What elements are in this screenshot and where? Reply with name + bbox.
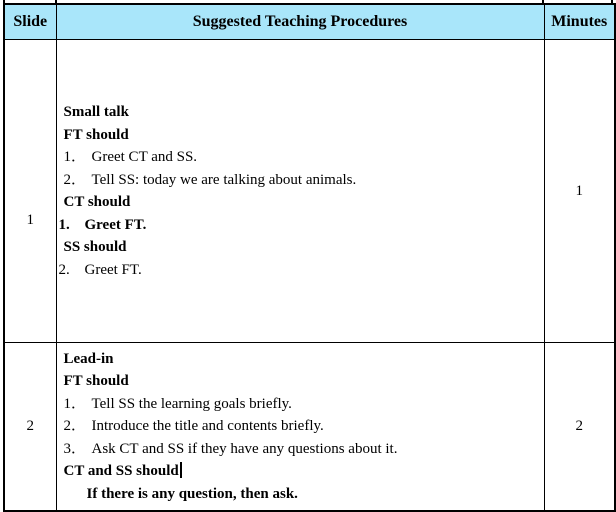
paragraph: FT should bbox=[63, 126, 129, 143]
item-text: Greet CT and SS. bbox=[91, 149, 198, 165]
item-text: Tell SS the learning goals briefly. bbox=[91, 395, 292, 412]
item-text: Ask CT and SS if they have any questions about it. bbox=[91, 440, 398, 457]
teaching-procedures-table bbox=[3, 3, 616, 512]
procedures-cell[interactable] bbox=[56, 40, 544, 343]
paragraph: If there is any question, then ask. bbox=[86, 485, 298, 502]
paragraph bbox=[64, 460, 540, 483]
slide-number: 1 bbox=[26, 211, 34, 228]
table-row bbox=[4, 40, 615, 343]
numbered-item bbox=[59, 214, 540, 237]
item-text: Tell SS: today we are talking about animals. bbox=[91, 171, 357, 188]
item-number: 1． bbox=[63, 395, 87, 412]
minutes-value: 1 bbox=[575, 182, 583, 199]
paragraph: Lead-in bbox=[63, 350, 114, 367]
paragraph: Small talk bbox=[63, 104, 129, 120]
numbered-item bbox=[64, 146, 540, 169]
header-row bbox=[4, 4, 615, 40]
numbered-item bbox=[64, 393, 540, 416]
paragraph-text: CT and SS should bbox=[63, 463, 179, 480]
table-row bbox=[4, 343, 615, 512]
item-number: 2． bbox=[63, 418, 87, 435]
header-cell-minutes[interactable]: Minutes bbox=[544, 4, 615, 40]
header-cell-slide[interactable]: Slide bbox=[4, 4, 56, 40]
numbered-item bbox=[64, 415, 540, 438]
paragraph: FT should bbox=[63, 373, 129, 390]
item-number: 1． bbox=[63, 149, 87, 165]
item-text: Greet FT. bbox=[84, 216, 147, 233]
minutes-cell[interactable] bbox=[544, 343, 615, 512]
numbered-item bbox=[64, 438, 540, 461]
procedures-cell[interactable] bbox=[56, 343, 544, 512]
item-text: Introduce the title and contents briefly. bbox=[91, 418, 324, 435]
slide-number: 2 bbox=[26, 418, 34, 434]
numbered-item bbox=[64, 169, 540, 192]
item-number: 1. bbox=[58, 216, 70, 233]
paragraph: CT should bbox=[63, 194, 131, 210]
slide-number-cell[interactable] bbox=[4, 40, 56, 343]
item-number: 3． bbox=[63, 440, 87, 457]
item-number: 2. bbox=[58, 261, 70, 278]
paragraph: SS should bbox=[63, 239, 127, 255]
minutes-value: 2 bbox=[575, 418, 583, 434]
minutes-cell[interactable] bbox=[544, 40, 615, 343]
text-cursor bbox=[180, 462, 182, 478]
numbered-item bbox=[59, 259, 540, 282]
item-number: 2． bbox=[63, 171, 87, 188]
header-cell-procedures[interactable]: Suggested Teaching Procedures bbox=[56, 4, 544, 40]
slide-number-cell[interactable] bbox=[4, 343, 56, 512]
item-text: Greet FT. bbox=[84, 261, 142, 278]
